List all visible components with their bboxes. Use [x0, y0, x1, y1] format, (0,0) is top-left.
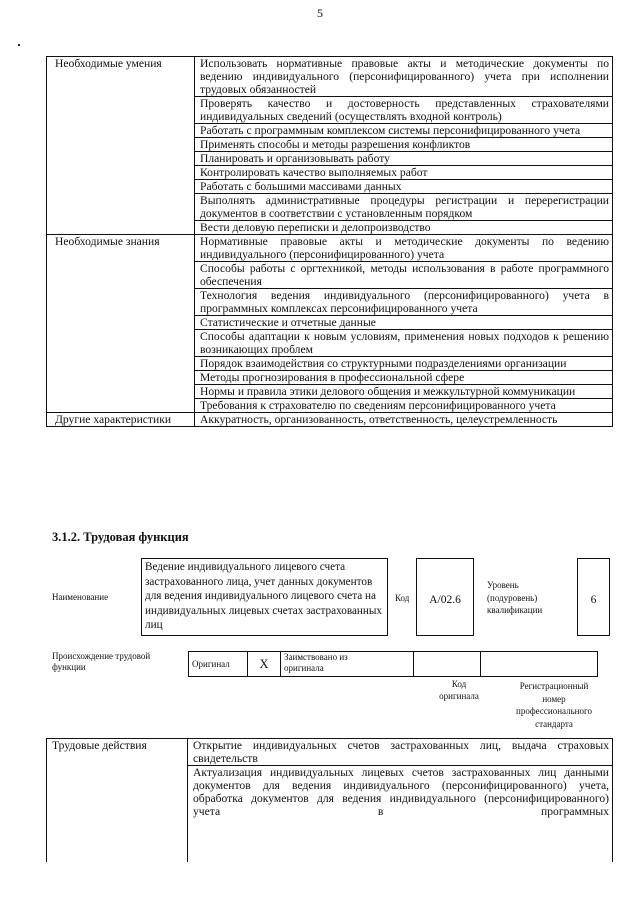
- origin-label-line-1: Происхождение трудовой: [52, 651, 151, 661]
- origin-table: [188, 651, 598, 677]
- reg-number-label-line-4: стандарта: [535, 718, 573, 729]
- function-code-label: Код: [395, 593, 410, 603]
- page-number: 5: [317, 6, 323, 20]
- qualification-level-label: [487, 579, 542, 617]
- requirement-item: Методы прогнозирования в профессиональной сфере: [195, 371, 613, 385]
- function-name-box: Ведение индивидуального лицевого счета застрахованного лица, учет данных документов для ведения индивидуального лицевого счета на индивидуальных лицевых счетах застрахованных лиц: [141, 558, 388, 636]
- requirements-table: [46, 56, 613, 427]
- requirement-item: Статистические и отчетные данные: [195, 316, 613, 330]
- origin-reg-number-cell: [481, 652, 598, 677]
- requirement-item: Порядок взаимодействия со структурными подразделениями организации: [195, 357, 613, 371]
- origin-borrowed-label: [281, 652, 414, 677]
- table-row: [47, 235, 613, 262]
- level-label-line-2: (подуровень): [487, 592, 538, 603]
- requirement-item: Проверять качество и достоверность представленных страхователями индивидуальных сведений (осуществлять входной контроль): [195, 97, 613, 124]
- requirement-item: Требования к страхователю по сведениям персонифицированного учета: [195, 399, 613, 413]
- reg-number-label-line-3: профессионального: [516, 706, 592, 716]
- requirement-group-label: Необходимые умения: [47, 57, 195, 235]
- origin-original-label: Оригинал: [189, 652, 248, 677]
- level-label-line-3: квалификации: [487, 605, 543, 615]
- requirement-item: Выполнять административные процедуры регистрации и перерегистрации документов в соответствии с установленным порядком: [195, 194, 613, 221]
- requirement-item: Работать с программным комплексом системы персонифицированного учета: [195, 124, 613, 138]
- labor-action-item: Актуализация индивидуальных лицевых счетов застрахованных лиц данными документов для ведения индивидуального (персонифицированного) учета, обработка документов для ведения индивидуального (персонифицированного) учета в программных: [188, 766, 613, 863]
- origin-label-line-2: функции: [52, 662, 86, 672]
- labor-actions-table: [46, 738, 613, 862]
- reg-number-label-line-2: номер: [542, 693, 566, 704]
- function-name-label: Наименование: [52, 592, 109, 602]
- requirement-item: Вести деловую переписки и делопроизводство: [195, 221, 613, 235]
- origin-original-mark: X: [248, 652, 281, 677]
- borrowed-label-line-2: оригинала: [284, 663, 324, 673]
- borrowed-label-line-1: Заимствовано из: [284, 652, 348, 662]
- origin-label: [52, 651, 150, 673]
- level-label-line-1: Уровень: [487, 580, 519, 590]
- requirement-item: Технология ведения индивидуального (персонифицированного) учета в программных комплексах персонифицированного учета: [195, 289, 613, 316]
- labor-action-item: Открытие индивидуальных счетов застрахованных лиц, выдача страховых свидетельств: [188, 739, 613, 766]
- function-code-box: A/02.6: [416, 558, 474, 636]
- requirement-group-label: Необходимые знания: [47, 235, 195, 413]
- requirement-item: Применять способы и методы разрешения конфликтов: [195, 138, 613, 152]
- requirement-item: Способы работы с оргтехникой, методы использования в работе программного обеспечения: [195, 262, 613, 289]
- table-row: [47, 413, 613, 427]
- requirement-item: Работать с большими массивами данных: [195, 180, 613, 194]
- section-heading: 3.1.2. Трудовая функция: [52, 530, 189, 544]
- table-row: [47, 739, 613, 766]
- requirement-item: Контролировать качество выполняемых работ: [195, 166, 613, 180]
- requirement-item: Аккуратность, организованность, ответственность, целеустремленность: [195, 413, 613, 427]
- original-code-label-line-1: Код: [451, 679, 467, 689]
- requirement-item: Нормативные правовые акты и методические документы по ведению индивидуального (персонифицированного) учета: [195, 235, 613, 262]
- requirement-item: Использовать нормативные правовые акты и методические документы по ведению индивидуального (персонифицированного) учета при исполнении трудовых обязанностей: [195, 57, 613, 97]
- original-code-label: [428, 678, 490, 702]
- origin-code-cell: [414, 652, 481, 677]
- reg-number-label-line-1: Регистрационный: [519, 681, 589, 691]
- requirement-item: Способы адаптации к новым условиям, применения новых подходов к решению возникающих проблем: [195, 330, 613, 357]
- qualification-level-box: 6: [577, 558, 610, 636]
- table-row: [47, 57, 613, 97]
- labor-actions-label: Трудовые действия: [47, 739, 188, 863]
- requirement-group-label: Другие характеристики: [47, 413, 195, 427]
- scan-speck: [18, 44, 20, 46]
- requirement-item: Нормы и правила этики делового общения и межкультурной коммуникации: [195, 385, 613, 399]
- original-code-label-line-2: оригинала: [439, 691, 479, 701]
- requirement-item: Планировать и организовывать работу: [195, 152, 613, 166]
- registration-number-label: [499, 680, 609, 730]
